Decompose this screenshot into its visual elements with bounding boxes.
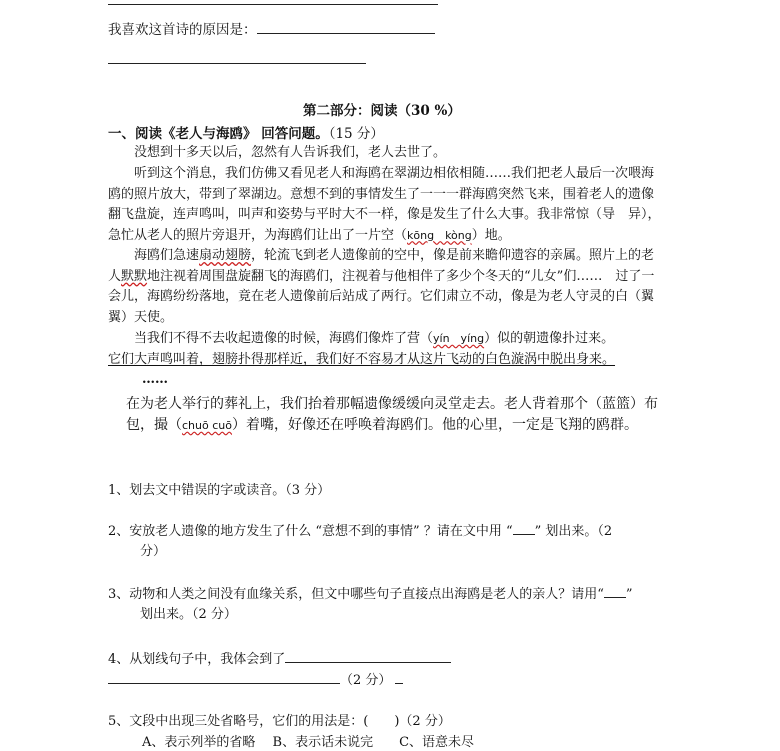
passage-p5: 在为老人举行的葬礼上，我们抬着那幅遗像缓缓向灵堂走去。老人背着那个（蓝篮）布包，撮（chuō cuō）着嘴，好像还在呼唤着海鸥们。他的心里，一定是飞翔的鸥群。 [126,396,658,433]
passage-p2: 听到这个消息，我们仿佛又看见老人和海鸥在翠湖边相依相随……我们把老人最后一次喂海鸥的照片放大，带到了翠湖边。意想不到的事情发生了一一一群海鸥突然飞来，围着老人的遗像翻飞盘旋，连声鸣叫，叫声和姿势与平时大不一样，像是发生了什么大事。我非常惊（导 异），急忙从老人的照片旁退开，为海鸥们让出了一片空（kōng kòng）地。 [108,166,661,243]
section-heading: 一、阅读《老人与海鸥》 回答问题。（15 分） [108,126,384,142]
q3-underline-sample [604,585,626,598]
q4-tail-blank[interactable] [395,671,403,684]
q2-underline-sample [513,522,535,535]
q4-answer-blank-2[interactable] [108,671,340,684]
q4-answer-blank-1[interactable] [285,650,451,663]
question-4: 4、从划线句子中，我体会到了 [108,648,451,667]
question-5-options: A、表示列举的省略 B、表示话未说完 C、语意未尽 [142,735,475,750]
answer-line-2[interactable] [108,63,366,64]
passage-ellipsis: …… [142,372,168,387]
passage-p1: 没想到十多天以后，忽然有人告诉我们，老人去世了。 [134,145,447,160]
pinyin-ying: yín yíng [433,332,485,345]
underlined-sentence: 它们大声鸣叫着，翅膀扑得那样近，我们好不容易才从这片飞动的白色漩涡中脱出身来。 [108,352,616,367]
answer-line-top[interactable] [108,4,438,5]
part-title: 第二部分：阅读（30 %） [303,103,461,119]
question-3: 3、动物和人类之间没有血缘关系，但文中哪些句子直接点出海鸥是老人的亲人？请用“ ” 划出来。（2 分） [108,587,633,622]
question-5: 5、文段中出现三处省略号，它们的用法是：( )（2 分） [108,714,451,729]
reason-blank[interactable] [257,21,435,34]
question-1: 1、划去文中错误的字或读音。（3 分） [108,483,331,498]
pinyin-chuo: chuō cuō [182,419,232,432]
passage-p4: 当我们不得不去收起遗像的时候，海鸥们像炸了营（yín yíng）似的朝遗像扑过来。 [134,331,615,346]
question-4-line2: （2 分） [108,669,403,688]
reason-label: 我喜欢这首诗的原因是： [108,18,435,38]
passage-p3: 海鸥们急速扇动翅膀，轮流飞到老人遗像前的空中，像是前来瞻仰遗容的亲属。照片上的老人默默地注视着周围盘旋翻飞的海鸥们，注视着与他相伴了多少个冬天的“儿女”们…… 过了一会儿，海鸥纷纷落地，竟在老人遗像前后站成了两行。它们肃立不动，像是为老人守灵的白（翼 翼）天使。 [108,248,655,325]
question-2: 2、安放老人遗像的地方发生了什么 “意想不到的事情” ？请在文中用 “ ” 划出来。（2 分） [108,524,613,559]
pinyin-kong: kōng kòng [407,228,472,242]
